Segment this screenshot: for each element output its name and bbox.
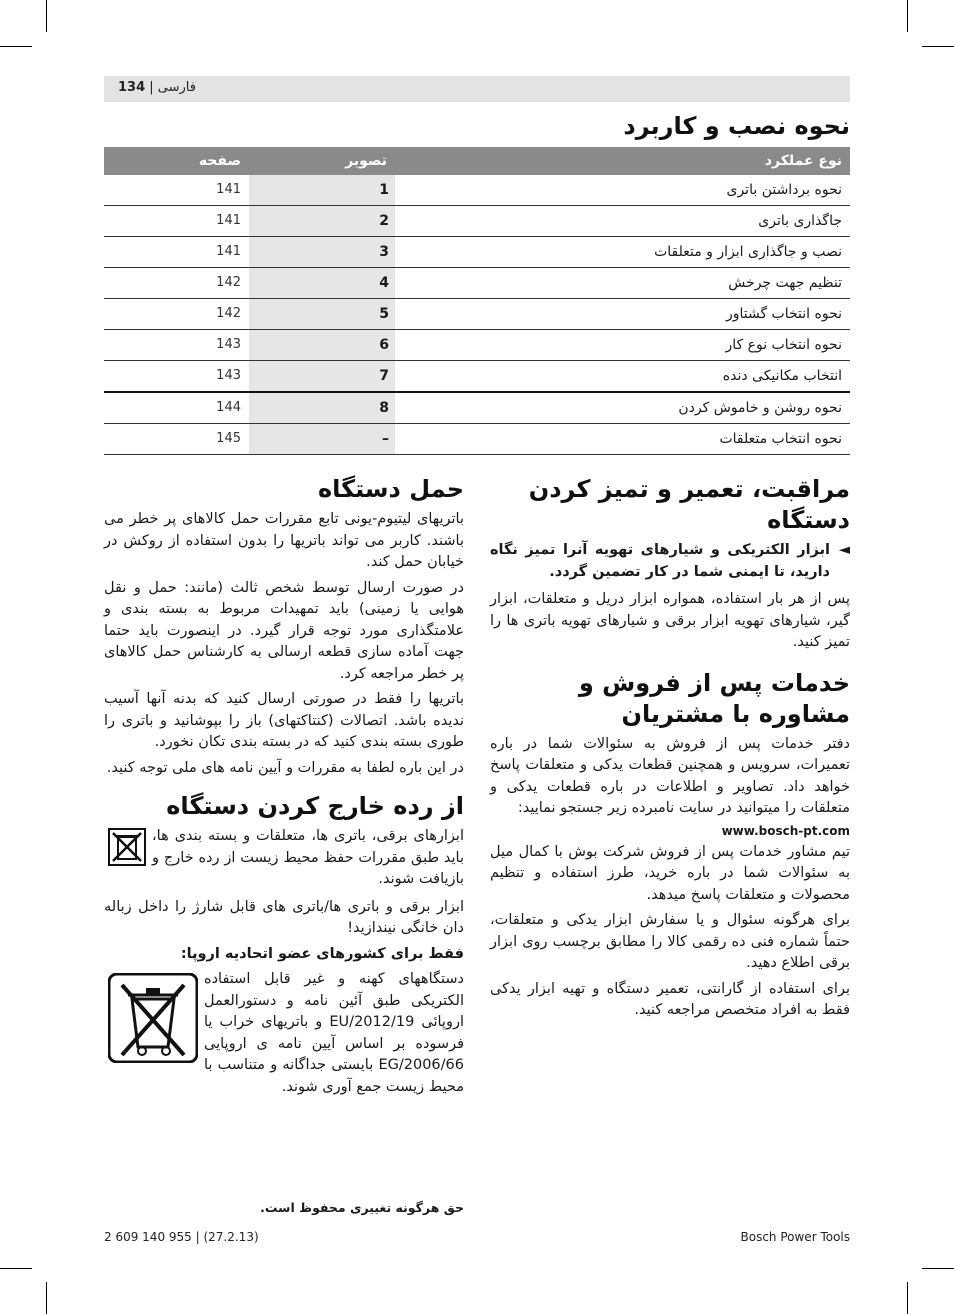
row-action: نحوه انتخاب گشتاور — [725, 306, 842, 322]
recycle-bin-crossed-icon — [108, 828, 146, 874]
row-page: 142 — [216, 275, 241, 290]
crop-mark — [907, 1282, 908, 1314]
page-header — [118, 80, 196, 95]
table-row — [104, 299, 850, 330]
disposal-heading: از رده خارج کردن دستگاه — [166, 792, 464, 820]
row-page: 141 — [216, 213, 241, 228]
crop-mark — [922, 1268, 954, 1269]
table-header-figure: تصویر — [345, 153, 387, 169]
row-figure: 6 — [249, 330, 395, 360]
crop-mark — [922, 46, 954, 47]
transport-paragraph: در این باره لطفا به مقررات و آیین نامه های ملی توجه کنید. — [106, 759, 464, 776]
table-row — [104, 206, 850, 237]
eu-text: دستگاههای کهنه و غیر قابل استفاده الکتریکی طبق آئین نامه و دستورالعمل اروپائی 2012/19/EU و باتریهای خراب یا فرسوده بر اساس آیین نامه ی اروپایی 2006/66/EG بایستی جداگانه و متناسب با محیط زیست جمع آوری شوند. — [204, 971, 464, 1095]
row-figure: 5 — [249, 299, 395, 329]
transport-heading: حمل دستگاه — [317, 475, 464, 503]
eu-heading: فقط برای کشورهای عضو اتحادیه اروپا: — [180, 945, 464, 962]
row-page: 145 — [216, 431, 241, 446]
service-paragraph: برای هرگونه سئوال و یا سفارش ابزار یدکی و متعلقات، حتماً شماره فنی ده رقمی کالا را مطابق برچسب روی ابزار برقی اطلاع دهید. — [490, 912, 850, 971]
row-page: 143 — [216, 337, 241, 352]
row-action: نحوه روشن و خاموش کردن — [678, 400, 842, 416]
row-figure: 2 — [249, 206, 395, 236]
table-row — [104, 330, 850, 361]
bosch-website-link[interactable]: www.bosch-pt.com — [721, 823, 850, 838]
table-header-page: صفحه — [198, 153, 241, 169]
crop-mark — [907, 0, 908, 32]
row-action: نحوه برداشتن باتری — [726, 182, 842, 198]
service-paragraph: تیم مشاور خدمات پس از فروش شرکت بوش با کمال میل به سئوالات شما در باره خرید، طرز استفاده و تنظیم محصولات و متعلقات پاسخ میدهد. — [490, 843, 850, 903]
page-header-bar — [104, 76, 850, 102]
header-language: فارسی — [157, 80, 196, 95]
row-page: 141 — [216, 244, 241, 259]
operations-table — [104, 147, 850, 455]
crop-mark — [46, 0, 47, 32]
crop-mark — [0, 1268, 32, 1269]
row-page: 141 — [216, 182, 241, 197]
arrow-left-icon: ◄ — [838, 542, 850, 558]
header-separator: | — [145, 80, 158, 95]
eu-paragraph — [104, 969, 464, 1098]
table-row — [104, 237, 850, 268]
table-row — [104, 424, 850, 455]
page-number: 134 — [118, 80, 146, 95]
table-row — [104, 361, 850, 393]
table-header-action: نوع عملکرد — [764, 153, 842, 169]
disposal-paragraph: ابزار برقی و باتری ها/باتری های قابل شارژ را داخل زباله دان خانگی نیندازید! — [104, 898, 464, 936]
row-page: 143 — [216, 368, 241, 383]
row-figure: 4 — [249, 268, 395, 298]
maintenance-warning — [490, 540, 850, 583]
row-figure: 3 — [249, 237, 395, 267]
crop-mark — [0, 46, 32, 47]
table-row — [104, 175, 850, 206]
transport-paragraph: در صورت ارسال توسط شخص ثالث (مانند: حمل و نقل هوایی یا زمینی) باید تمهیدات مربوط به بسته بندی و علامتگذاری مورد توجه قرار گیرد. در اینصورت باید حتما جهت آماده سازی قطعه ارسالی به کارشناس حمل کالاهای پر خطر مراجعه کرد. — [104, 579, 464, 682]
row-action: نصب و جاگذاری ابزار و متعلقات — [654, 244, 842, 260]
row-page: 144 — [216, 400, 241, 415]
crossed-out-wheelie-bin-icon — [108, 973, 198, 1071]
right-column — [490, 474, 850, 1026]
table-row — [104, 393, 850, 424]
service-heading: خدمات پس از فروش و مشاوره با مشتریان — [578, 668, 850, 728]
row-page: 142 — [216, 306, 241, 321]
table-header — [104, 147, 850, 175]
crop-mark — [46, 1282, 47, 1314]
row-action: نحوه انتخاب متعلقات — [719, 431, 842, 447]
footer-doc-number: 2 609 140 955 | (27.2.13) — [104, 1230, 259, 1244]
disposal-paragraph — [104, 826, 464, 891]
service-paragraph: دفتر خدمات پس از فروش به سئوالات شما در باره تعمیرات، سرویس و همچنین قطعات یدکی و متعلقات پاسخ خواهد داد. تصاویر و اطلاعات در باره قطعات یدکی و متعلقات را میتوانید در سایت نامبرده زیر جستجو نمایید: — [490, 735, 850, 816]
maintenance-body: پس از هر بار استفاده، همواره ابزار دریل و متعلقات، ابزار گیر، شیارهای تهویه ابزار برقی و شیارهای تهویه باتری ها را تمیز کنید. — [490, 591, 850, 650]
disposal-text: ابزارهای برقی، باتری ها، متعلقات و بسته بندی ها، باید طبق مقررات حفظ محیط زیست از رده خارج و بازیافت شوند. — [152, 828, 464, 887]
service-paragraph: برای استفاده از گارانتی، تعمیر دستگاه و تهیه ابزار یدکی فقط به افراد متخصص مراجعه کنید. — [490, 980, 850, 1018]
row-figure: 7 — [249, 361, 395, 391]
footer-brand: Bosch Power Tools — [740, 1230, 850, 1244]
page-title: نحوه نصب و کاربرد — [623, 112, 850, 140]
row-action: نحوه انتخاب نوع کار — [725, 337, 842, 353]
transport-paragraph: باتریها را فقط در صورتی ارسال کنید که بدنه آنها آسیب ندیده باشد. اتصالات (کنتاکتهای) باز را بپوشانید و باتری را طوری بسته بندی کنید که در بسته بندی تکان نخورد. — [104, 691, 464, 750]
maintenance-heading: مراقبت، تعمیر و تمیز کردن دستگاه — [528, 475, 850, 534]
table-row — [104, 268, 850, 299]
left-column — [104, 474, 464, 1102]
transport-paragraph: باتریهای لیتیوم-یونی تابع مقررات حمل کالاهای پر خطر می باشند. کاربر می تواند باتریها را بدون استفاده از روکش در خیابان حمل کند. — [104, 511, 464, 570]
row-action: انتخاب مکانیکی دنده — [722, 368, 842, 384]
row-figure: – — [249, 424, 395, 454]
copyright-notice: حق هرگونه تغییری محفوظ است. — [260, 1200, 464, 1215]
row-figure: 8 — [249, 393, 395, 423]
row-action: جاگذاری باتری — [758, 213, 842, 229]
row-action: تنظیم جهت چرخش — [728, 275, 842, 291]
row-figure: 1 — [249, 175, 395, 205]
maintenance-warning-text: ابزار الکتریکی و شیارهای تهویه آنرا تمیز نگاه دارید، تا ایمنی شما در کار تضمین گردد. — [490, 542, 830, 580]
